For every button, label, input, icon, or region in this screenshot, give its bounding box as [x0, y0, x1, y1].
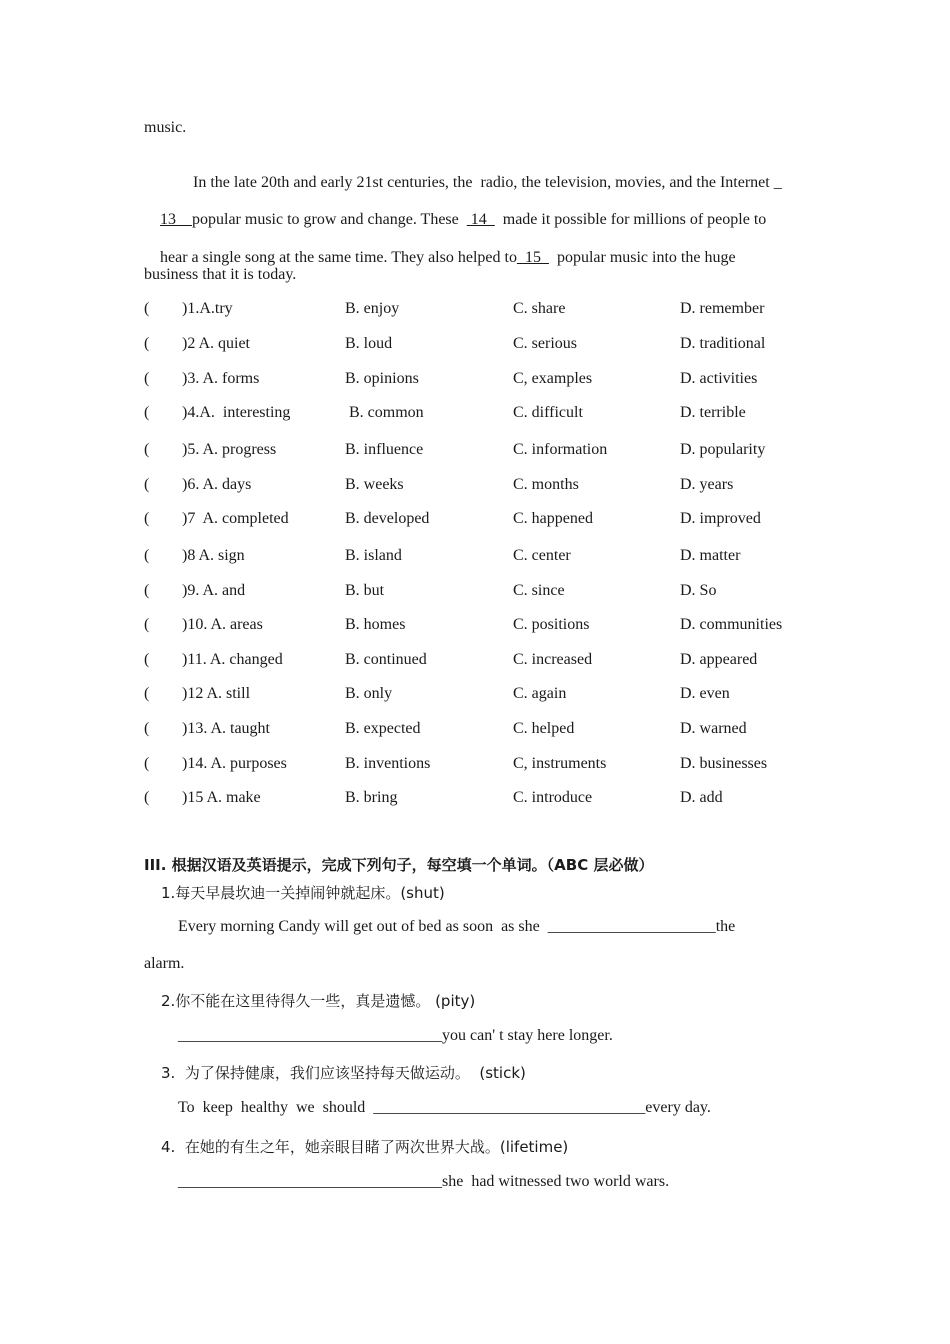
option-d: D. matter — [680, 547, 741, 564]
passage-line-3-mid: popular music to grow and change. These — [192, 211, 467, 228]
option-c: C. months — [513, 476, 579, 493]
option-d: D. popularity — [680, 441, 766, 458]
option-b: B. only — [345, 685, 393, 702]
option-b: B. weeks — [345, 476, 404, 493]
option-a: )15 A. make — [182, 789, 261, 806]
option-a: )10. A. areas — [182, 616, 263, 633]
option-row — [144, 509, 824, 529]
option-c: C. again — [513, 685, 567, 702]
option-c: C, examples — [513, 370, 593, 387]
passage-line-5: business that it is today. — [144, 266, 297, 283]
answer-paren: ( — [144, 441, 150, 458]
option-a: )6. A. days — [182, 476, 252, 493]
option-d: D. improved — [680, 510, 761, 527]
answer-paren: ( — [144, 370, 150, 387]
option-row — [144, 788, 824, 808]
option-b: B. loud — [345, 335, 393, 352]
option-b: B. influence — [345, 441, 424, 458]
option-d: D. businesses — [680, 755, 768, 772]
passage-line-4-text: hear a single song at the same time. They also helped to — [160, 249, 517, 266]
answer-paren: ( — [144, 616, 150, 633]
option-c: C. introduce — [513, 789, 593, 806]
answer-paren: ( — [144, 755, 150, 772]
option-c: C. since — [513, 582, 565, 599]
option-row — [144, 546, 824, 566]
option-b: B. enjoy — [345, 300, 400, 317]
option-b: B. inventions — [345, 755, 431, 772]
q4-line: _________________________________she had witnessed two world wars. — [178, 1173, 670, 1190]
q4-prompt: 4. 在她的有生之年，她亲眼目睹了两次世界大战。(lifetime) — [161, 1138, 569, 1156]
option-row — [144, 299, 824, 319]
option-b: B. bring — [345, 789, 398, 806]
blank-13: 13 — [160, 211, 192, 228]
option-row — [144, 719, 824, 739]
blank-15: _15 — [516, 249, 549, 266]
option-b: B. expected — [345, 720, 421, 737]
answer-paren: ( — [144, 547, 150, 564]
option-d: D. add — [680, 789, 723, 806]
option-a: )11. A. changed — [182, 651, 283, 668]
option-c: C. difficult — [513, 404, 583, 421]
option-a: )13. A. taught — [182, 720, 270, 737]
q3-prompt: 3. 为了保持健康，我们应该坚持每天做运动。 (stick) — [161, 1064, 526, 1082]
blank-13-start: _ — [769, 174, 782, 191]
answer-paren: ( — [144, 404, 150, 421]
option-c: C. serious — [513, 335, 577, 352]
option-c: C. information — [513, 441, 608, 458]
option-row — [144, 650, 824, 670]
option-b: B. opinions — [345, 370, 419, 387]
passage-line-1: music. — [144, 119, 187, 136]
option-d: D. even — [680, 685, 730, 702]
q2-line: _________________________________you can' t stay here longer. — [178, 1027, 613, 1044]
option-row — [144, 369, 824, 389]
answer-paren: ( — [144, 510, 150, 527]
option-row — [144, 754, 824, 774]
option-a: )1.A.try — [182, 300, 233, 317]
option-row — [144, 334, 824, 354]
option-a: )3. A. forms — [182, 370, 260, 387]
blank-14: 14 — [466, 211, 495, 228]
option-row — [144, 684, 824, 704]
option-b: B. homes — [345, 616, 406, 633]
answer-paren: ( — [144, 476, 150, 493]
option-a: )8 A. sign — [182, 547, 245, 564]
option-a: )4.A. interesting — [182, 404, 291, 421]
answer-paren: ( — [144, 685, 150, 702]
option-d: D. remember — [680, 300, 765, 317]
option-row — [144, 440, 824, 460]
option-d: D. appeared — [680, 651, 758, 668]
option-a: )7 A. completed — [182, 510, 289, 527]
option-d: D. terrible — [680, 404, 746, 421]
option-a: )2 A. quiet — [182, 335, 250, 352]
option-row — [144, 615, 824, 635]
section-3-heading: III. 根据汉语及英语提示，完成下列句子，每空填一个单词。（ABC 层必做） — [144, 856, 654, 874]
q1-prompt: 1.每天早晨坎迪一关掉闹钟就起床。(shut) — [161, 884, 445, 902]
option-c: C. helped — [513, 720, 575, 737]
q3-line: To keep healthy we should __________________________________every day. — [178, 1099, 711, 1116]
option-d: D. years — [680, 476, 734, 493]
answer-paren: ( — [144, 300, 150, 317]
option-c: C. share — [513, 300, 566, 317]
option-b: B. developed — [345, 510, 430, 527]
option-a: )5. A. progress — [182, 441, 277, 458]
answer-paren: ( — [144, 651, 150, 668]
option-b: B. common — [345, 404, 424, 421]
option-d: D. activities — [680, 370, 758, 387]
option-row — [144, 475, 824, 495]
option-a: )12 A. still — [182, 685, 251, 702]
option-a: )9. A. and — [182, 582, 246, 599]
option-d: D. communities — [680, 616, 783, 633]
answer-paren: ( — [144, 582, 150, 599]
option-c: C. center — [513, 547, 571, 564]
option-c: C, instruments — [513, 755, 607, 772]
answer-paren: ( — [144, 720, 150, 737]
option-row — [144, 581, 824, 601]
option-c: C. happened — [513, 510, 593, 527]
option-b: B. continued — [345, 651, 427, 668]
passage-line-4-end: popular music into the huge — [548, 249, 736, 266]
option-b: B. but — [345, 582, 385, 599]
option-d: D. traditional — [680, 335, 766, 352]
option-d: D. So — [680, 582, 717, 599]
option-a: )14. A. purposes — [182, 755, 287, 772]
passage-line-2-text: In the late 20th and early 21st centuries, the radio, the television, movies, and the Internet — [193, 174, 770, 191]
option-row — [144, 403, 824, 423]
option-c: C. increased — [513, 651, 593, 668]
answer-paren: ( — [144, 789, 150, 806]
q1-continuation: alarm. — [144, 955, 185, 972]
passage-line-3-end: made it possible for millions of people to — [494, 211, 767, 228]
option-c: C. positions — [513, 616, 590, 633]
q1-line: Every morning Candy will get out of bed as soon as she _____________________the — [178, 918, 736, 935]
option-d: D. warned — [680, 720, 747, 737]
option-b: B. island — [345, 547, 402, 564]
answer-paren: ( — [144, 335, 150, 352]
q2-prompt: 2.你不能在这里待得久一些，真是遗憾。 (pity) — [161, 992, 476, 1010]
